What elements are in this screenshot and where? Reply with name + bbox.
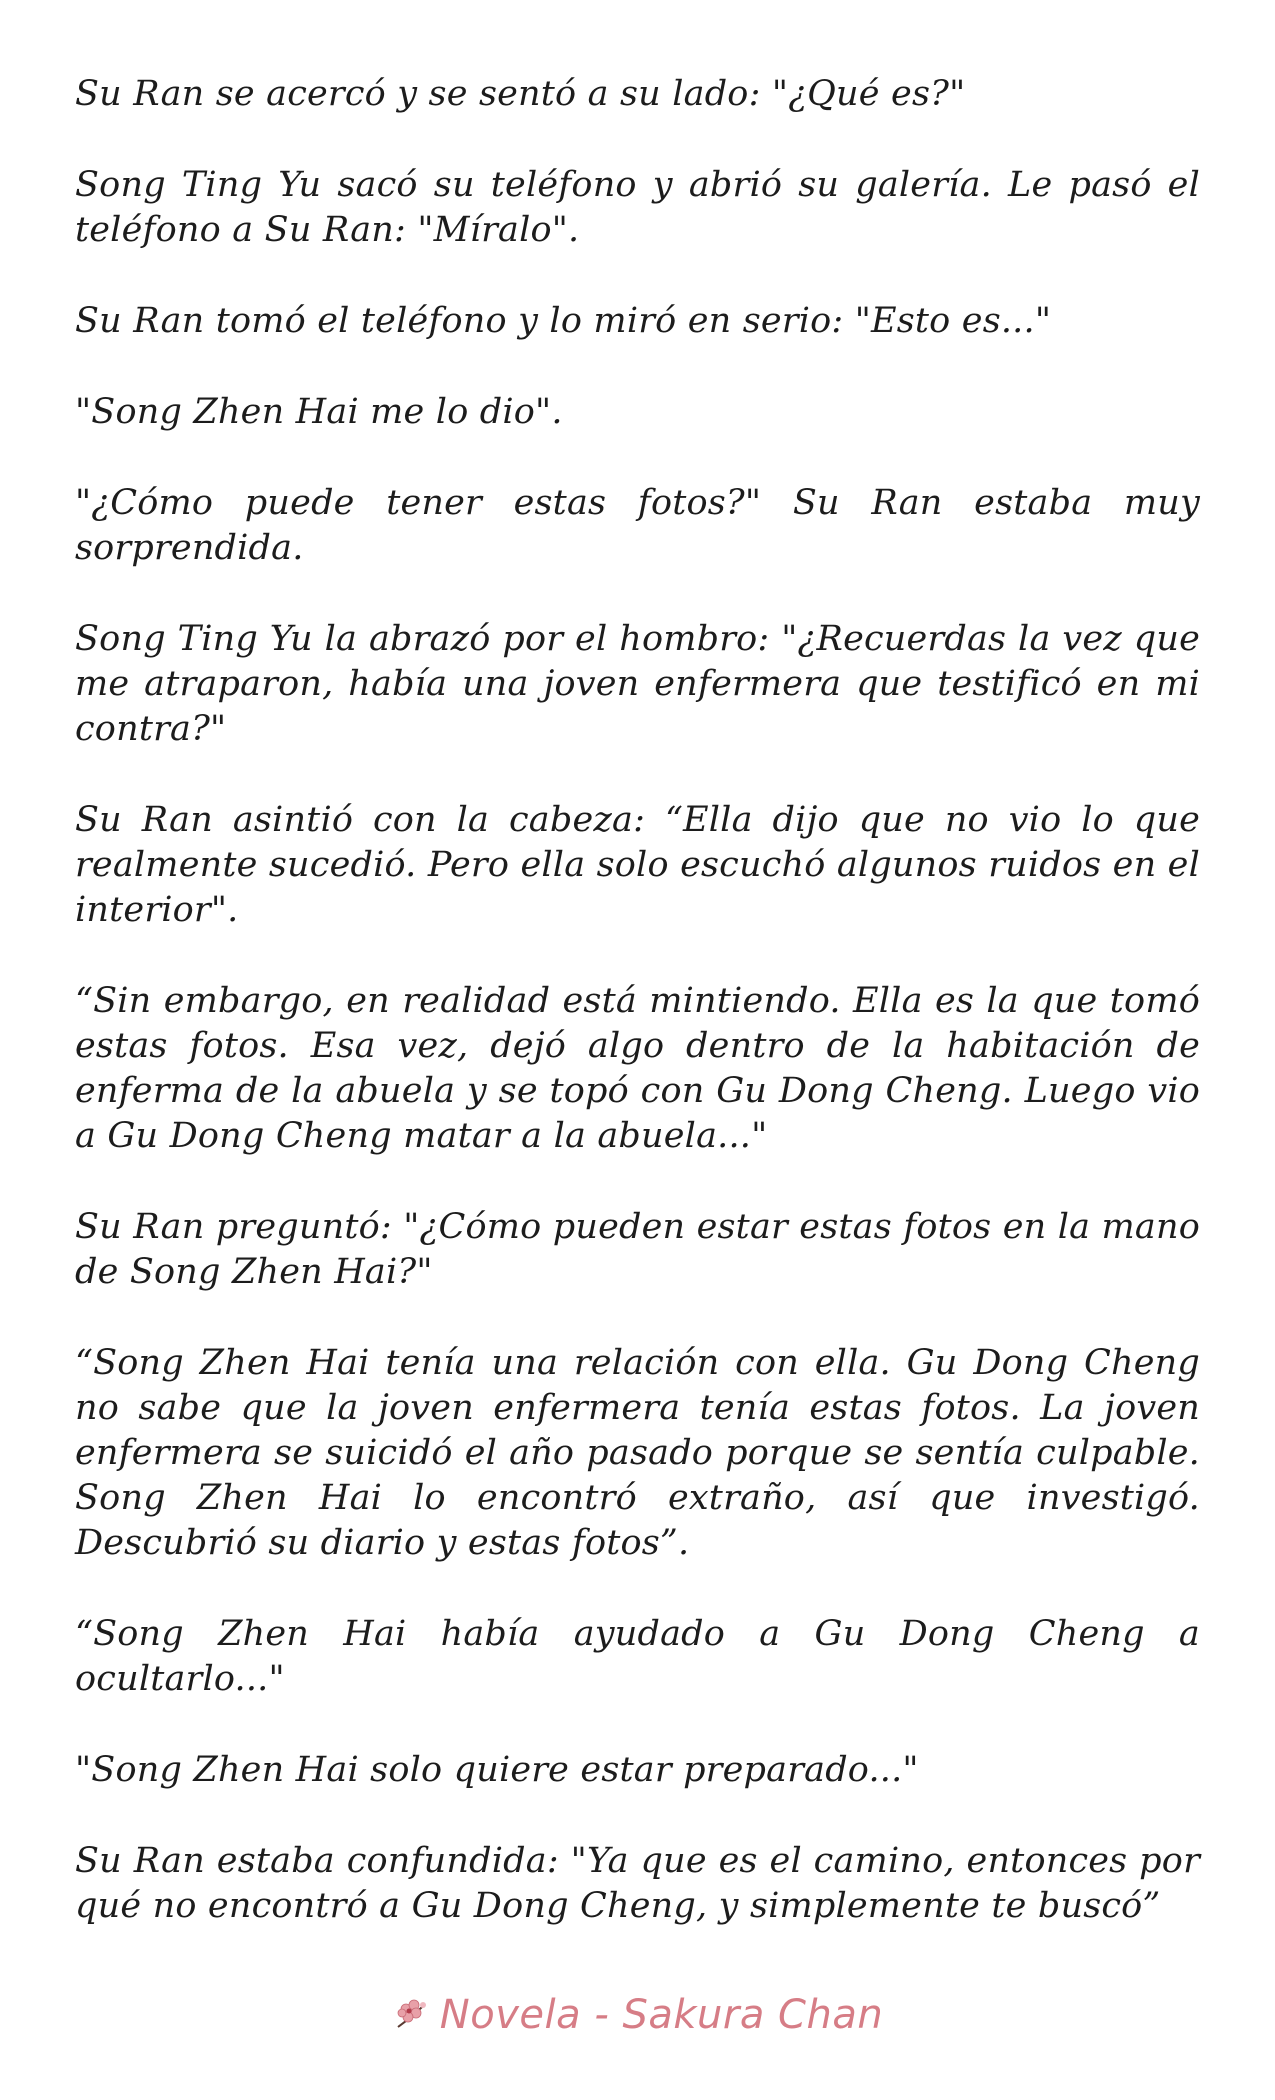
document-body xyxy=(75,72,1200,1975)
paragraph: Su Ran asintió con la cabeza: “Ella dijo que no vio lo que realmente sucedió. Pero ella solo escuchó algunos ruidos en el interior". xyxy=(75,800,1200,930)
paragraph: Su Ran tomó el teléfono y lo miró en serio: "Esto es..." xyxy=(75,301,1052,341)
cherry-blossom-icon xyxy=(392,1995,432,2035)
paragraph: "¿Cómo puede tener estas fotos?" Su Ran estaba muy sorprendida. xyxy=(75,483,1200,568)
paragraph: “Song Zhen Hai había ayudado a Gu Dong Cheng a ocultarlo..." xyxy=(75,1614,1200,1699)
paragraph: Song Ting Yu la abrazó por el hombro: "¿Recuerdas la vez que me atraparon, había una joven enfermera que testificó en mi contra?" xyxy=(75,619,1200,749)
paragraph: Su Ran se acercó y se sentó a su lado: "¿Qué es?" xyxy=(75,74,966,114)
paragraph: "Song Zhen Hai solo quiere estar preparado..." xyxy=(75,1750,919,1790)
paragraph: "Song Zhen Hai me lo dio". xyxy=(75,392,563,432)
watermark xyxy=(0,1985,1275,2045)
paragraph: Su Ran preguntó: "¿Cómo pueden estar estas fotos en la mano de Song Zhen Hai?" xyxy=(75,1207,1200,1292)
paragraph: “Song Zhen Hai tenía una relación con ella. Gu Dong Cheng no sabe que la joven enfermera tenía estas fotos. La joven enfermera se suicidó el año pasado porque se sentía culpable. Song Zhen Hai lo encontró extraño, así que investigó. Descubrió su diario y estas fotos”. xyxy=(75,1343,1200,1563)
watermark-text: Novela - Sakura Chan xyxy=(439,1992,884,2038)
paragraph: Song Ting Yu sacó su teléfono y abrió su galería. Le pasó el teléfono a Su Ran: "Míralo". xyxy=(75,165,1200,250)
paragraph: “Sin embargo, en realidad está mintiendo. Ella es la que tomó estas fotos. Esa vez, dejó algo dentro de la habitación de enferma de la abuela y se topó con Gu Dong Cheng. Luego vio a Gu Dong Cheng matar a la abuela..." xyxy=(75,981,1200,1156)
paragraph: Su Ran estaba confundida: "Ya que es el camino, entonces por qué no encontró a Gu Dong Cheng, y simplemente te buscó” xyxy=(75,1841,1200,1926)
